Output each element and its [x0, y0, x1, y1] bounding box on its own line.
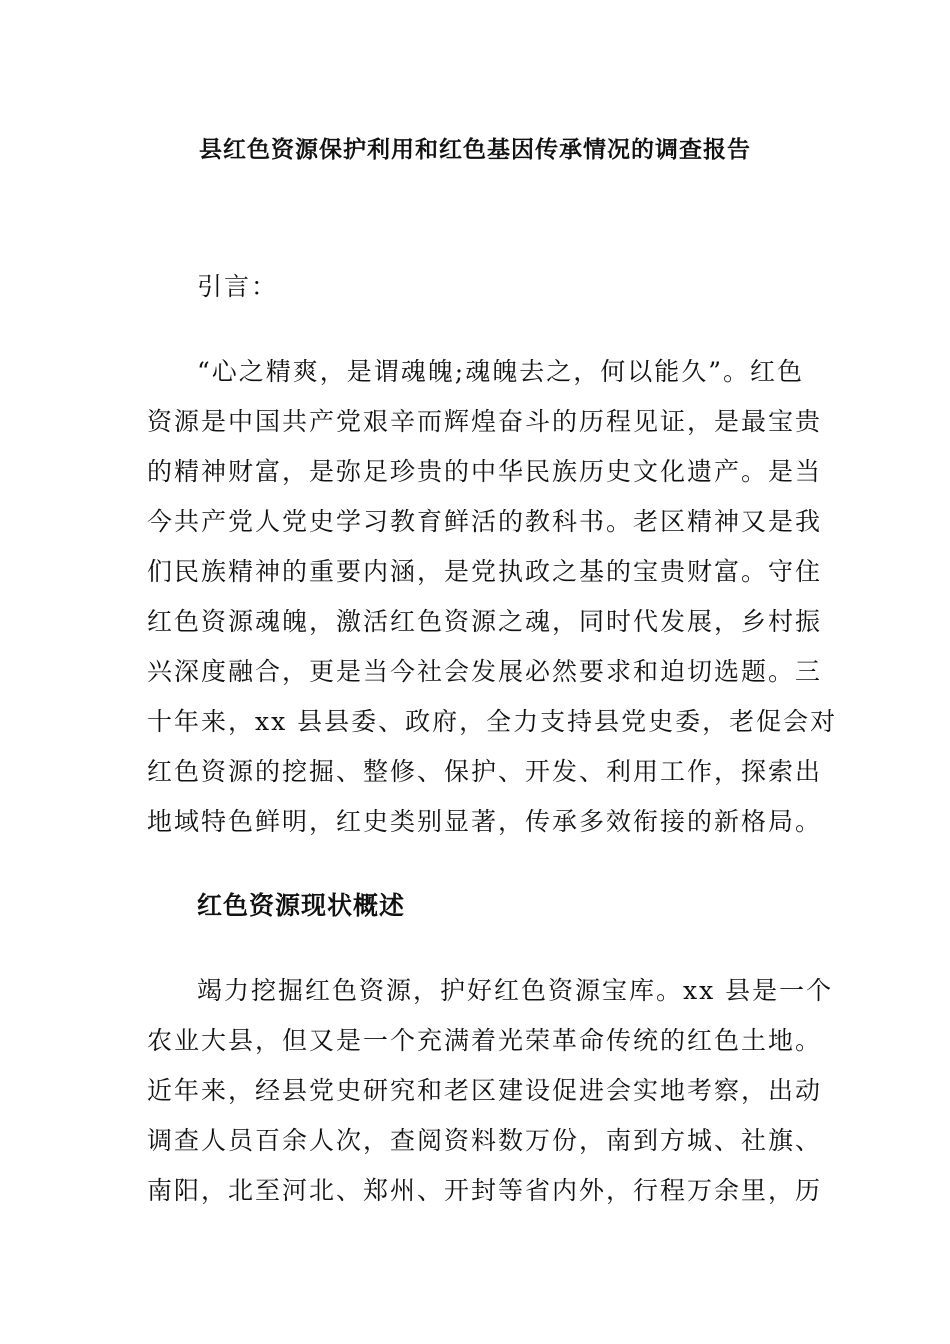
paragraph-line: 调查人员百余人次，查阅资料数万份，南到方城、社旗、	[147, 1126, 823, 1155]
paragraph-line: 今共产党人党史学习教育鲜活的教科书。老区精神又是我	[147, 507, 823, 536]
intro-label: 引言：	[197, 272, 279, 301]
paragraph-line: 十年来，xx 县县委、政府，全力支持县党史委，老促会对	[147, 707, 838, 736]
section-heading: 红色资源现状概述	[197, 891, 406, 920]
paragraph-line: 兴深度融合，更是当今社会发展必然要求和迫切选题。三	[147, 657, 823, 686]
paragraph-line: “心之精爽，是谓魂魄;魂魄去之，何以能久”。红色	[197, 357, 804, 386]
paragraph-line: 地域特色鲜明，红史类别显著，传承多效衔接的新格局。	[147, 807, 823, 836]
intro-label-block	[147, 262, 797, 312]
paragraph-line: 竭力挖掘红色资源，护好红色资源宝库。xx 县是一个	[197, 976, 834, 1005]
paragraph-line: 农业大县，但又是一个充满着光荣革命传统的红色土地。	[147, 1026, 823, 1055]
intro-paragraph	[147, 347, 838, 847]
paragraph-line: 红色资源的挖掘、整修、保护、开发、利用工作，探索出	[147, 757, 823, 786]
paragraph-line: 的精神财富，是弥足珍贵的中华民族历史文化遗产。是当	[147, 457, 823, 486]
paragraph-line: 红色资源魂魄，激活红色资源之魂，同时代发展，乡村振	[147, 607, 823, 636]
paragraph-line: 近年来，经县党史研究和老区建设促进会实地考察，出动	[147, 1076, 823, 1105]
paragraph-line: 南阳，北至河北、郑州、开封等省内外，行程万余里，历	[147, 1176, 823, 1205]
document-title: 县红色资源保护利用和红色基因传承情况的调查报告	[199, 136, 751, 163]
section-paragraph	[147, 966, 834, 1216]
paragraph-line: 资源是中国共产党艰辛而辉煌奋斗的历程见证，是最宝贵	[147, 407, 823, 436]
paragraph-line: 们民族精神的重要内涵，是党执政之基的宝贵财富。守住	[147, 557, 823, 586]
section-heading-block	[147, 881, 797, 931]
